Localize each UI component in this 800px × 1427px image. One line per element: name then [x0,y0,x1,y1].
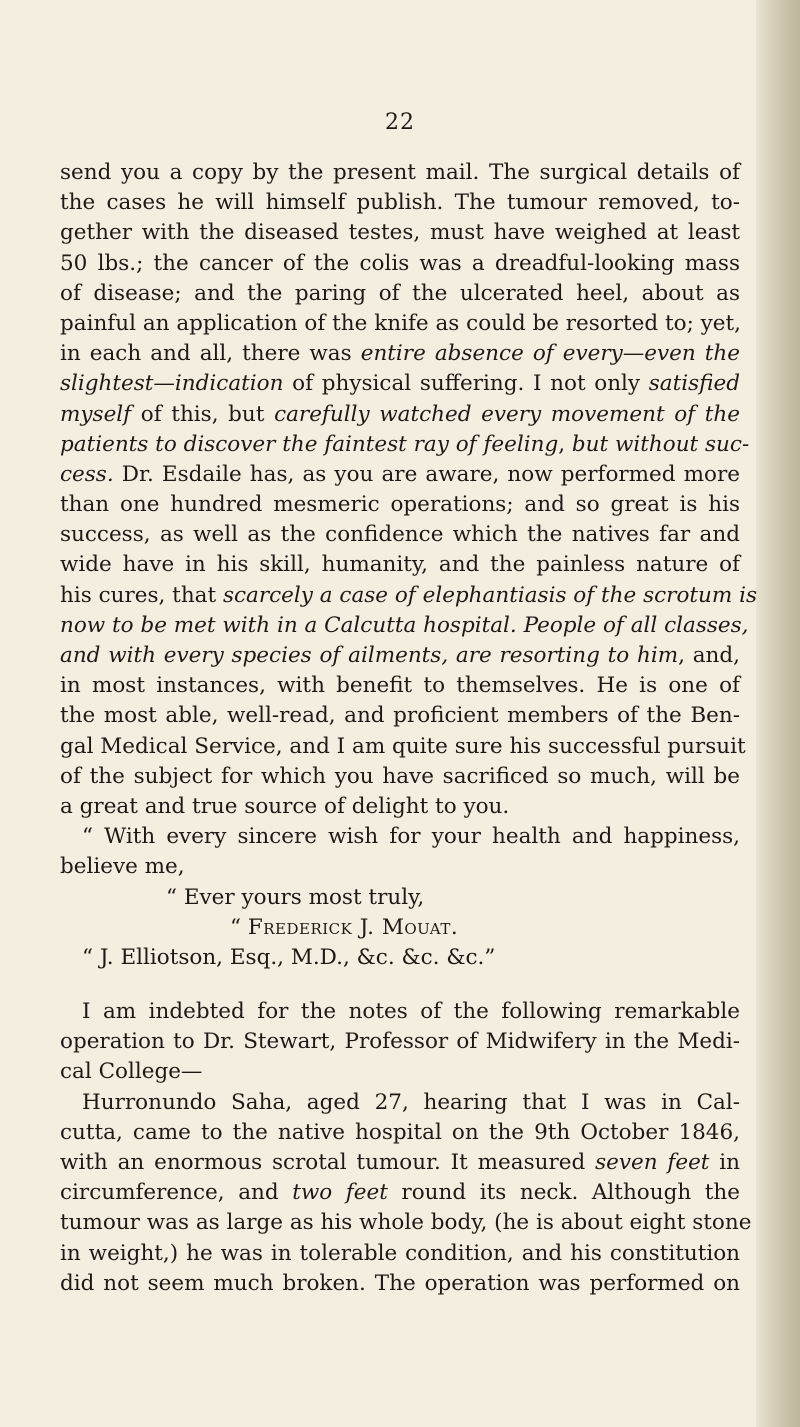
text-line: slightest—indication of physical suffering. I not only satisfied [60,371,740,397]
text-line: and with every species of ailments, are resorting to him, and, [60,643,741,668]
text-line: send you a copy by the present mail. The surgical details of [60,160,740,185]
page-number: 22 [385,110,415,135]
text-line: cal College— [60,1059,203,1085]
letter-closing: “ Ever yours most truly, [166,884,425,910]
text-line: a great and true source of delight to you. [60,793,510,819]
text-line: now to be met with in a Calcutta hospital. People of all classes, [60,612,749,638]
paragraph-gap [60,973,740,997]
text-line: gether with the diseased testes, must have weighed at least [60,220,740,246]
text-line: myself of this, but carefully watched every movement of the [60,401,740,427]
text-line: operation to Dr. Stewart, Professor of Midwifery in the Medi- [60,1029,740,1055]
text-line: in each and all, there was entire absence of every—even the [60,341,740,367]
text-line: I am indebted for the notes of the following remarkable [82,999,740,1025]
text-line: Hurronundo Saha, aged 27, hearing that I was in Cal- [82,1089,740,1115]
text-line: cutta, came to the native hospital on the 9th October 1846, [60,1119,740,1145]
text-line: of the subject for which you have sacrificed so much, will be [60,763,740,789]
text-line: patients to discover the faintest ray of feeling, but without suc- [60,431,750,457]
letter-signature: “ Frederick J. Mouat. [230,914,459,940]
text-line: 50 lbs.; the cancer of the colis was a dreadful-looking mass [60,250,740,276]
page-edge-shadow [756,0,800,1427]
text-line: wide have in his skill, humanity, and the painless nature of [60,552,740,578]
text-line: “ With every sincere wish for your health and happiness, [82,824,740,850]
text-line: painful an application of the knife as could be resorted to; yet, [60,310,741,336]
text-line: believe me, [60,854,185,880]
text-line: tumour was as large as his whole body, (he is about eight stone [60,1210,752,1236]
text-line: cess. Dr. Esdaile has, as you are aware, now performed more [60,461,740,487]
text-line: circumference, and two feet round its neck. Although the [60,1180,740,1206]
text-line: the most able, well-read, and proficient members of the Ben- [60,703,740,729]
text-line: than one hundred mesmeric operations; and so great is his [60,492,740,518]
text-line: gal Medical Service, and I am quite sure his successful pursuit [60,733,746,759]
text-line: his cures, that scarcely a case of elephantiasis of the scrotum is [60,582,758,608]
body-text [60,158,758,1299]
letter-addressee: “ J. Elliotson, Esq., M.D., &c. &c. &c.” [82,944,496,970]
text-line: did not seem much broken. The operation was performed on [60,1270,740,1296]
text-line: success, as well as the confidence which the natives far and [60,522,740,548]
text-line: in weight,) he was in tolerable condition, and his constitution [60,1240,740,1266]
text-line: with an enormous scrotal tumour. It measured seven feet in [60,1150,741,1175]
text-line: the cases he will himself publish. The tumour removed, to- [60,190,740,216]
text-line: of disease; and the paring of the ulcerated heel, about as [60,280,740,306]
text-line: in most instances, with benefit to themselves. He is one of [60,673,740,699]
